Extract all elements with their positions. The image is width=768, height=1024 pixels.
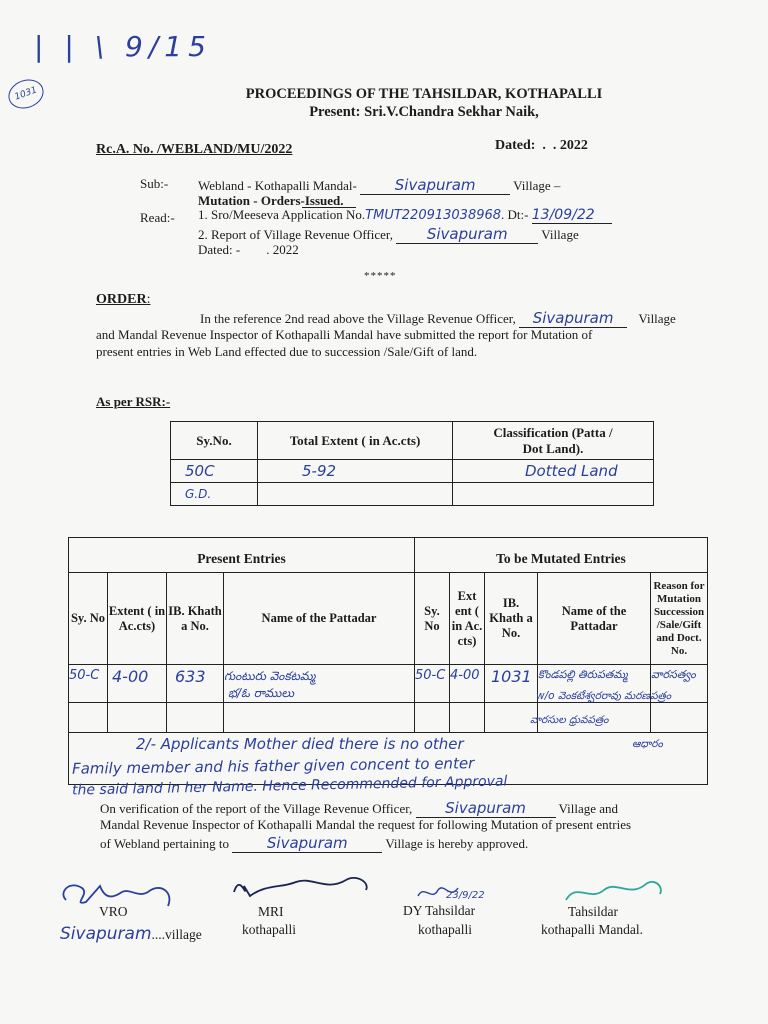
col-sy-no: Sy. No xyxy=(69,573,108,665)
col-new-khatha: IB. Khath a No. xyxy=(485,573,538,665)
read-village-suffix: Village xyxy=(541,227,579,242)
sub-village-handwritten: Sivapuram xyxy=(360,176,510,195)
rsr-cell-extent: 5-92 xyxy=(258,460,453,483)
cell-new-sy-no: 50-C xyxy=(415,665,450,703)
read-label: Read:- xyxy=(140,210,175,225)
order-heading xyxy=(96,292,150,308)
application-date-handwritten: 13/09/22 xyxy=(532,207,612,224)
cell-new-extent: 4-00 xyxy=(450,665,485,703)
dy-tahsildar-date: 23/9/22 xyxy=(446,890,485,901)
empty-cell xyxy=(108,703,167,733)
present-entries-group: Present Entries xyxy=(69,538,415,573)
cell-pattadar-relation: భ/ఓ రాములు xyxy=(228,686,295,700)
verification-line3-handwritten: Sivapuram xyxy=(232,834,382,853)
col-extent: Extent ( in Ac.cts) xyxy=(108,573,167,665)
rsr-col-syno: Sy.No. xyxy=(171,422,258,460)
rsr-cell-syno: G.D. xyxy=(171,483,258,506)
cell-extent: 4-00 xyxy=(108,665,167,703)
empty-cell xyxy=(69,703,108,733)
rsr-heading: As per RSR:- xyxy=(96,394,171,409)
empty-cell xyxy=(415,703,450,733)
col-new-pattadar: Name of the Pattadar xyxy=(538,573,651,665)
verification-village-handwritten: Sivapuram xyxy=(416,799,556,818)
rsr-cell-syno: 50C xyxy=(171,460,258,483)
mri-signature xyxy=(226,862,376,912)
cell-new-pattadar: కొండపల్లి తిరుపతమ్మ xyxy=(538,665,651,703)
margin-note-2: వారసుల ధ్రువపత్రం xyxy=(530,714,609,726)
remark-line3: the said land in her Name. Hence Recommended for Approval xyxy=(71,773,508,799)
sub-village-suffix: Village – xyxy=(513,178,561,193)
stars-separator: ***** xyxy=(364,270,397,282)
present-officer: Present: Sri.V.Chandra Sekhar Naik, xyxy=(309,104,539,120)
verification-text: On verification of the report of the Village Revenue Officer, xyxy=(100,801,413,816)
remark-line2: Family member and his father given concent to enter xyxy=(71,754,475,778)
cell-pattadar-name: గుంటురు వెంకటమ్మ xyxy=(224,669,316,683)
application-number-handwritten: TMUT220913038968 xyxy=(365,208,502,223)
verification-line2: Mandal Revenue Inspector of Kothapalli Mandal the request for following Mutation of present entries xyxy=(100,817,632,832)
col-khatha: IB. Khath a No. xyxy=(167,573,224,665)
sub-line2: Mutation - Orders-Issued. xyxy=(198,193,344,208)
verification-line1 xyxy=(100,799,618,818)
margin-note-1: w/o వెంకటేశ్వరరావు మరణపత్రం xyxy=(536,690,672,702)
rsr-col-extent: Total Extent ( in Ac.cts) xyxy=(258,422,453,460)
verification-line3-text: of Webland pertaining to xyxy=(100,836,230,851)
order-colon: : xyxy=(146,292,151,307)
dy-tahsildar-place: kothapalli xyxy=(418,922,472,937)
tahsildar-label: Tahsildar xyxy=(568,904,619,919)
vro-label: VRO xyxy=(99,904,128,919)
sub-text: Webland - Kothapalli Mandal- xyxy=(198,178,357,193)
order-para-line3: present entries in Web Land effected due to succession /Sale/Gift of land. xyxy=(96,344,478,359)
rsr-cell-classification xyxy=(453,483,654,506)
rsr-cell-classification: Dotted Land xyxy=(453,460,654,483)
col-pattadar: Name of the Pattadar xyxy=(224,573,415,665)
read-dated: Dated: - . 2022 xyxy=(198,242,299,257)
cell-sy-no: 50-C xyxy=(69,665,108,703)
cell-reason: వారసత్వం xyxy=(651,665,708,703)
mutated-entries-group: To be Mutated Entries xyxy=(415,538,708,573)
dy-tahsildar-label: DY Tahsildar xyxy=(403,903,476,918)
document-title: PROCEEDINGS OF THE TAHSILDAR, KOTHAPALLI xyxy=(245,86,603,102)
verification-line3-suffix: Village is hereby approved. xyxy=(385,836,529,851)
order-village-suffix: Village xyxy=(638,311,676,326)
col-new-sy-no: Sy. No xyxy=(415,573,450,665)
tahsildar-place: kothapalli Mandal. xyxy=(541,922,643,937)
mutation-header-row xyxy=(69,573,708,665)
read-item1-text: 1. Sro/Meeseva Application No. xyxy=(198,207,366,222)
mri-label: MRI xyxy=(258,904,284,919)
rsr-col-classification: Classification (Patta / Dot Land). xyxy=(453,422,654,460)
cell-pattadar xyxy=(224,665,415,703)
empty-cell xyxy=(450,703,485,733)
mutation-empty-row xyxy=(69,703,708,733)
mutation-group-row xyxy=(69,538,708,573)
order-heading-text: ORDER xyxy=(96,292,147,307)
rsr-cell-extent xyxy=(258,483,453,506)
sub-label: Sub:- xyxy=(140,176,169,191)
verification-line3 xyxy=(100,834,528,853)
read-item1 xyxy=(198,207,612,224)
vro-village-suffix: ....village xyxy=(151,927,202,942)
rsr-header-row xyxy=(171,422,654,460)
order-para-line1 xyxy=(200,309,676,328)
empty-cell xyxy=(651,703,708,733)
rsr-row xyxy=(171,460,654,483)
dated-label: Dated: . . 2022 xyxy=(495,138,588,153)
empty-cell xyxy=(224,703,415,733)
order-village-handwritten: Sivapuram xyxy=(519,309,627,328)
rsr-row xyxy=(171,483,654,506)
cell-new-khatha: 1031 xyxy=(485,665,538,703)
order-para-text: In the reference 2nd read above the Village Revenue Officer, xyxy=(200,311,516,326)
circled-number-text: 1031 xyxy=(13,85,39,103)
corner-marks: | | \ 9/15 xyxy=(34,30,212,63)
vro-village xyxy=(60,924,202,944)
reference-number: Rc.A. No. /WEBLAND/MU/2022 xyxy=(96,142,293,157)
remark-line1: 2/- Applicants Mother died there is no other xyxy=(136,735,464,753)
empty-cell xyxy=(167,703,224,733)
col-new-extent: Ext ent ( in Ac. cts) xyxy=(450,573,485,665)
read-village-handwritten: Sivapuram xyxy=(396,225,538,244)
vro-village-handwritten: Sivapuram xyxy=(60,924,152,944)
margin-note-3: ఆధారం xyxy=(632,738,663,750)
col-reason: Reason for Mutation Succession /Sale/Gift and Doct. No. xyxy=(651,573,708,665)
rsr-table xyxy=(170,421,654,506)
order-para-line2: and Mandal Revenue Inspector of Kothapalli Mandal have submitted the report for Mutation of xyxy=(96,327,593,342)
read-item2-text: 2. Report of Village Revenue Officer, xyxy=(198,227,393,242)
verification-village-suffix: Village and xyxy=(558,801,619,816)
cell-khatha: 633 xyxy=(167,665,224,703)
mri-place: kothapalli xyxy=(242,922,296,937)
read-item1-dt: . Dt:- xyxy=(501,207,529,222)
